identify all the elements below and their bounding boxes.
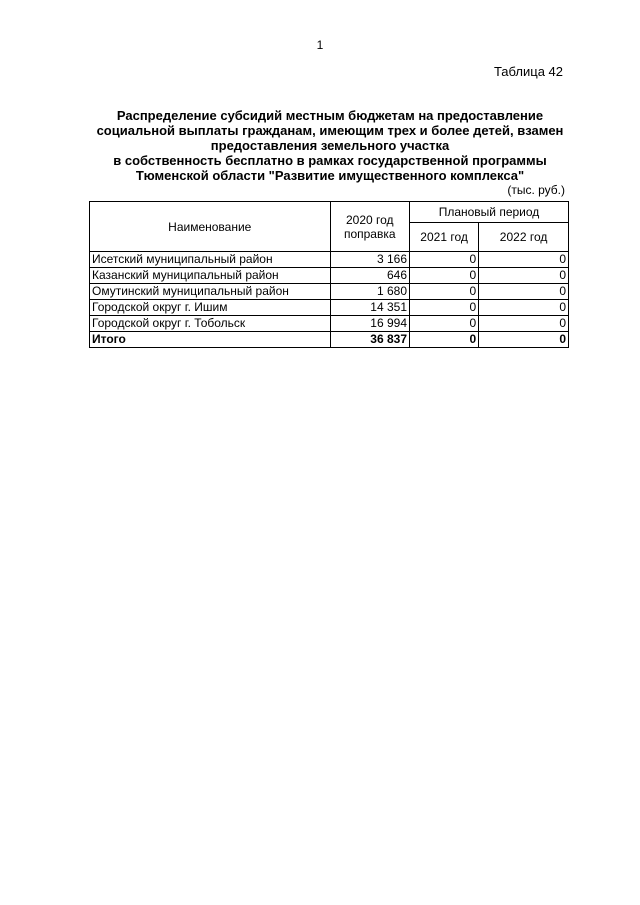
header-2020-year: 2020 год — [345, 212, 394, 227]
row-2022: 0 — [479, 300, 569, 316]
header-2022: 2022 год — [479, 223, 569, 252]
page-number: 1 — [316, 38, 324, 52]
title-line: предоставления земельного участка — [210, 138, 450, 153]
table-label: Таблица 42 — [493, 64, 563, 79]
row-name: Омутинский муниципальный район — [90, 284, 331, 300]
header-name: Наименование — [90, 202, 331, 252]
total-2020: 36 837 — [330, 332, 409, 348]
table-row — [90, 268, 569, 284]
row-2022: 0 — [479, 284, 569, 300]
row-name: Городской округ г. Тобольск — [90, 316, 331, 332]
header-2021: 2021 год — [410, 223, 479, 252]
header-2020-amendment: поправка — [343, 226, 396, 241]
total-label: Итого — [90, 332, 331, 348]
title-line: в собственность бесплатно в рамках государственной программы — [113, 153, 547, 168]
table-row — [90, 300, 569, 316]
total-2021: 0 — [410, 332, 479, 348]
row-2020: 16 994 — [330, 316, 409, 332]
header-2020 — [330, 202, 409, 252]
row-name: Казанский муниципальный район — [90, 268, 331, 284]
title-line: социальной выплаты гражданам, имеющим трех и более детей, взамен — [96, 123, 564, 138]
total-row — [90, 332, 569, 348]
row-2021: 0 — [410, 268, 479, 284]
row-2021: 0 — [410, 316, 479, 332]
table-row — [90, 316, 569, 332]
row-name: Исетский муниципальный район — [90, 252, 331, 268]
row-2021: 0 — [410, 300, 479, 316]
row-2020: 14 351 — [330, 300, 409, 316]
row-2021: 0 — [410, 252, 479, 268]
subsidy-table — [89, 201, 569, 348]
title-line: Распределение субсидий местным бюджетам на предоставление — [116, 108, 544, 123]
row-2021: 0 — [410, 284, 479, 300]
row-2022: 0 — [479, 268, 569, 284]
title-line: Тюменской области "Развитие имущественного комплекса" — [135, 168, 525, 183]
document-title — [90, 108, 570, 183]
units-label: (тыс. руб.) — [507, 183, 565, 197]
total-2022: 0 — [479, 332, 569, 348]
row-2020: 646 — [330, 268, 409, 284]
row-2022: 0 — [479, 252, 569, 268]
row-2020: 1 680 — [330, 284, 409, 300]
row-name: Городской округ г. Ишим — [90, 300, 331, 316]
table-row — [90, 252, 569, 268]
row-2022: 0 — [479, 316, 569, 332]
table-row — [90, 284, 569, 300]
header-planned-period: Плановый период — [410, 202, 569, 223]
row-2020: 3 166 — [330, 252, 409, 268]
